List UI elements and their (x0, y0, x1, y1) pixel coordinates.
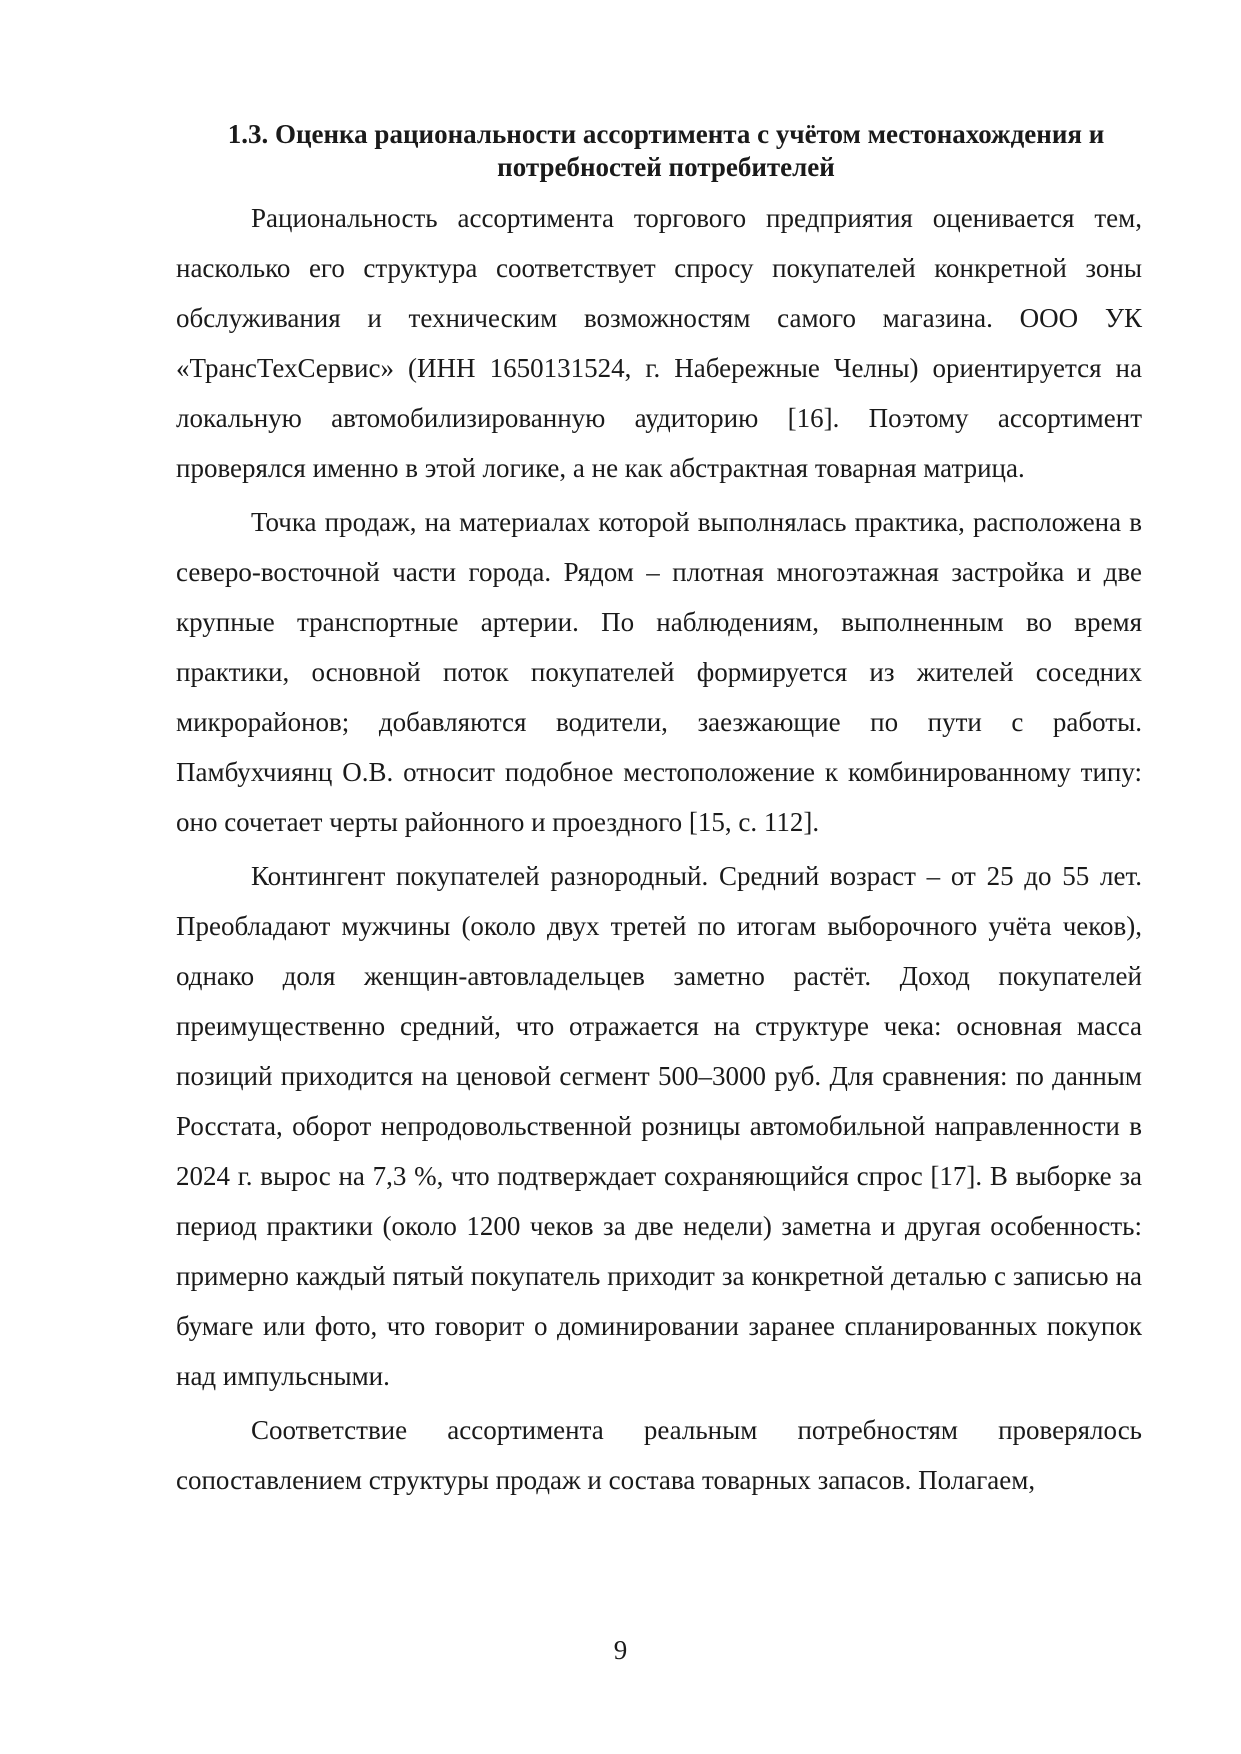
paragraph-customer-profile: Контингент покупателей разнородный. Средний возраст – от 25 до 55 лет. Преобладают мужчины (около двух третей по итогам выборочного учёта чеков), однако доля женщин-автовладельцев заметно растёт. Доход покупателей преимущественно средний, что отражается на структуре чека: основная масса позиций приходится на ценовой сегмент 500–3000 руб. Для сравнения: по данным Росстата, оборот непродовольственной розницы автомобильной направленности в 2024 г. вырос на 7,3 %, что подтверждает сохраняющийся спрос [17]. В выборке за период практики (около 1200 чеков за две недели) заметна и другая особенность: примерно каждый пятый покупатель приходит за конкретной деталью с записью на бумаге или фото, что говорит о доминировании заранее спланированных покупок над импульсными. (176, 861, 1142, 1391)
page-number: 9 (613, 1635, 628, 1665)
paragraph-needs-matching: Соответствие ассортимента реальным потребностям проверялось сопоставлением структуры продаж и состава товарных запасов. Полагаем, (176, 1415, 1142, 1495)
section-heading: 1.3. Оценка рациональности ассортимента с учётом местонахождения и потребностей потребителей (227, 119, 1105, 182)
body-text (176, 193, 1142, 1505)
paragraph-assortment-rationality: Рациональность ассортимента торгового предприятия оценивается тем, насколько его структура соответствует спросу покупателей конкретной зоны обслуживания и техническим возможностям самого магазина. ООО УК «ТрансТехСервис» (ИНН 1650131524, г. Набережные Челны) ориентируется на локальную автомобилизированную аудиторию [16]. Поэтому ассортимент проверялся именно в этой логике, а не как абстрактная товарная матрица. (176, 203, 1142, 483)
paragraph-store-location: Точка продаж, на материалах которой выполнялась практика, расположена в северо-восточной части города. Рядом – плотная многоэтажная застройка и две крупные транспортные артерии. По наблюдениям, выполненным во время практики, основной поток покупателей формируется из жителей соседних микрорайонов; добавляются водители, заезжающие по пути с работы. Памбухчиянц О.В. относит подобное местоположение к комбинированному типу: оно сочетает черты районного и проездного [15, с. 112]. (176, 507, 1142, 837)
